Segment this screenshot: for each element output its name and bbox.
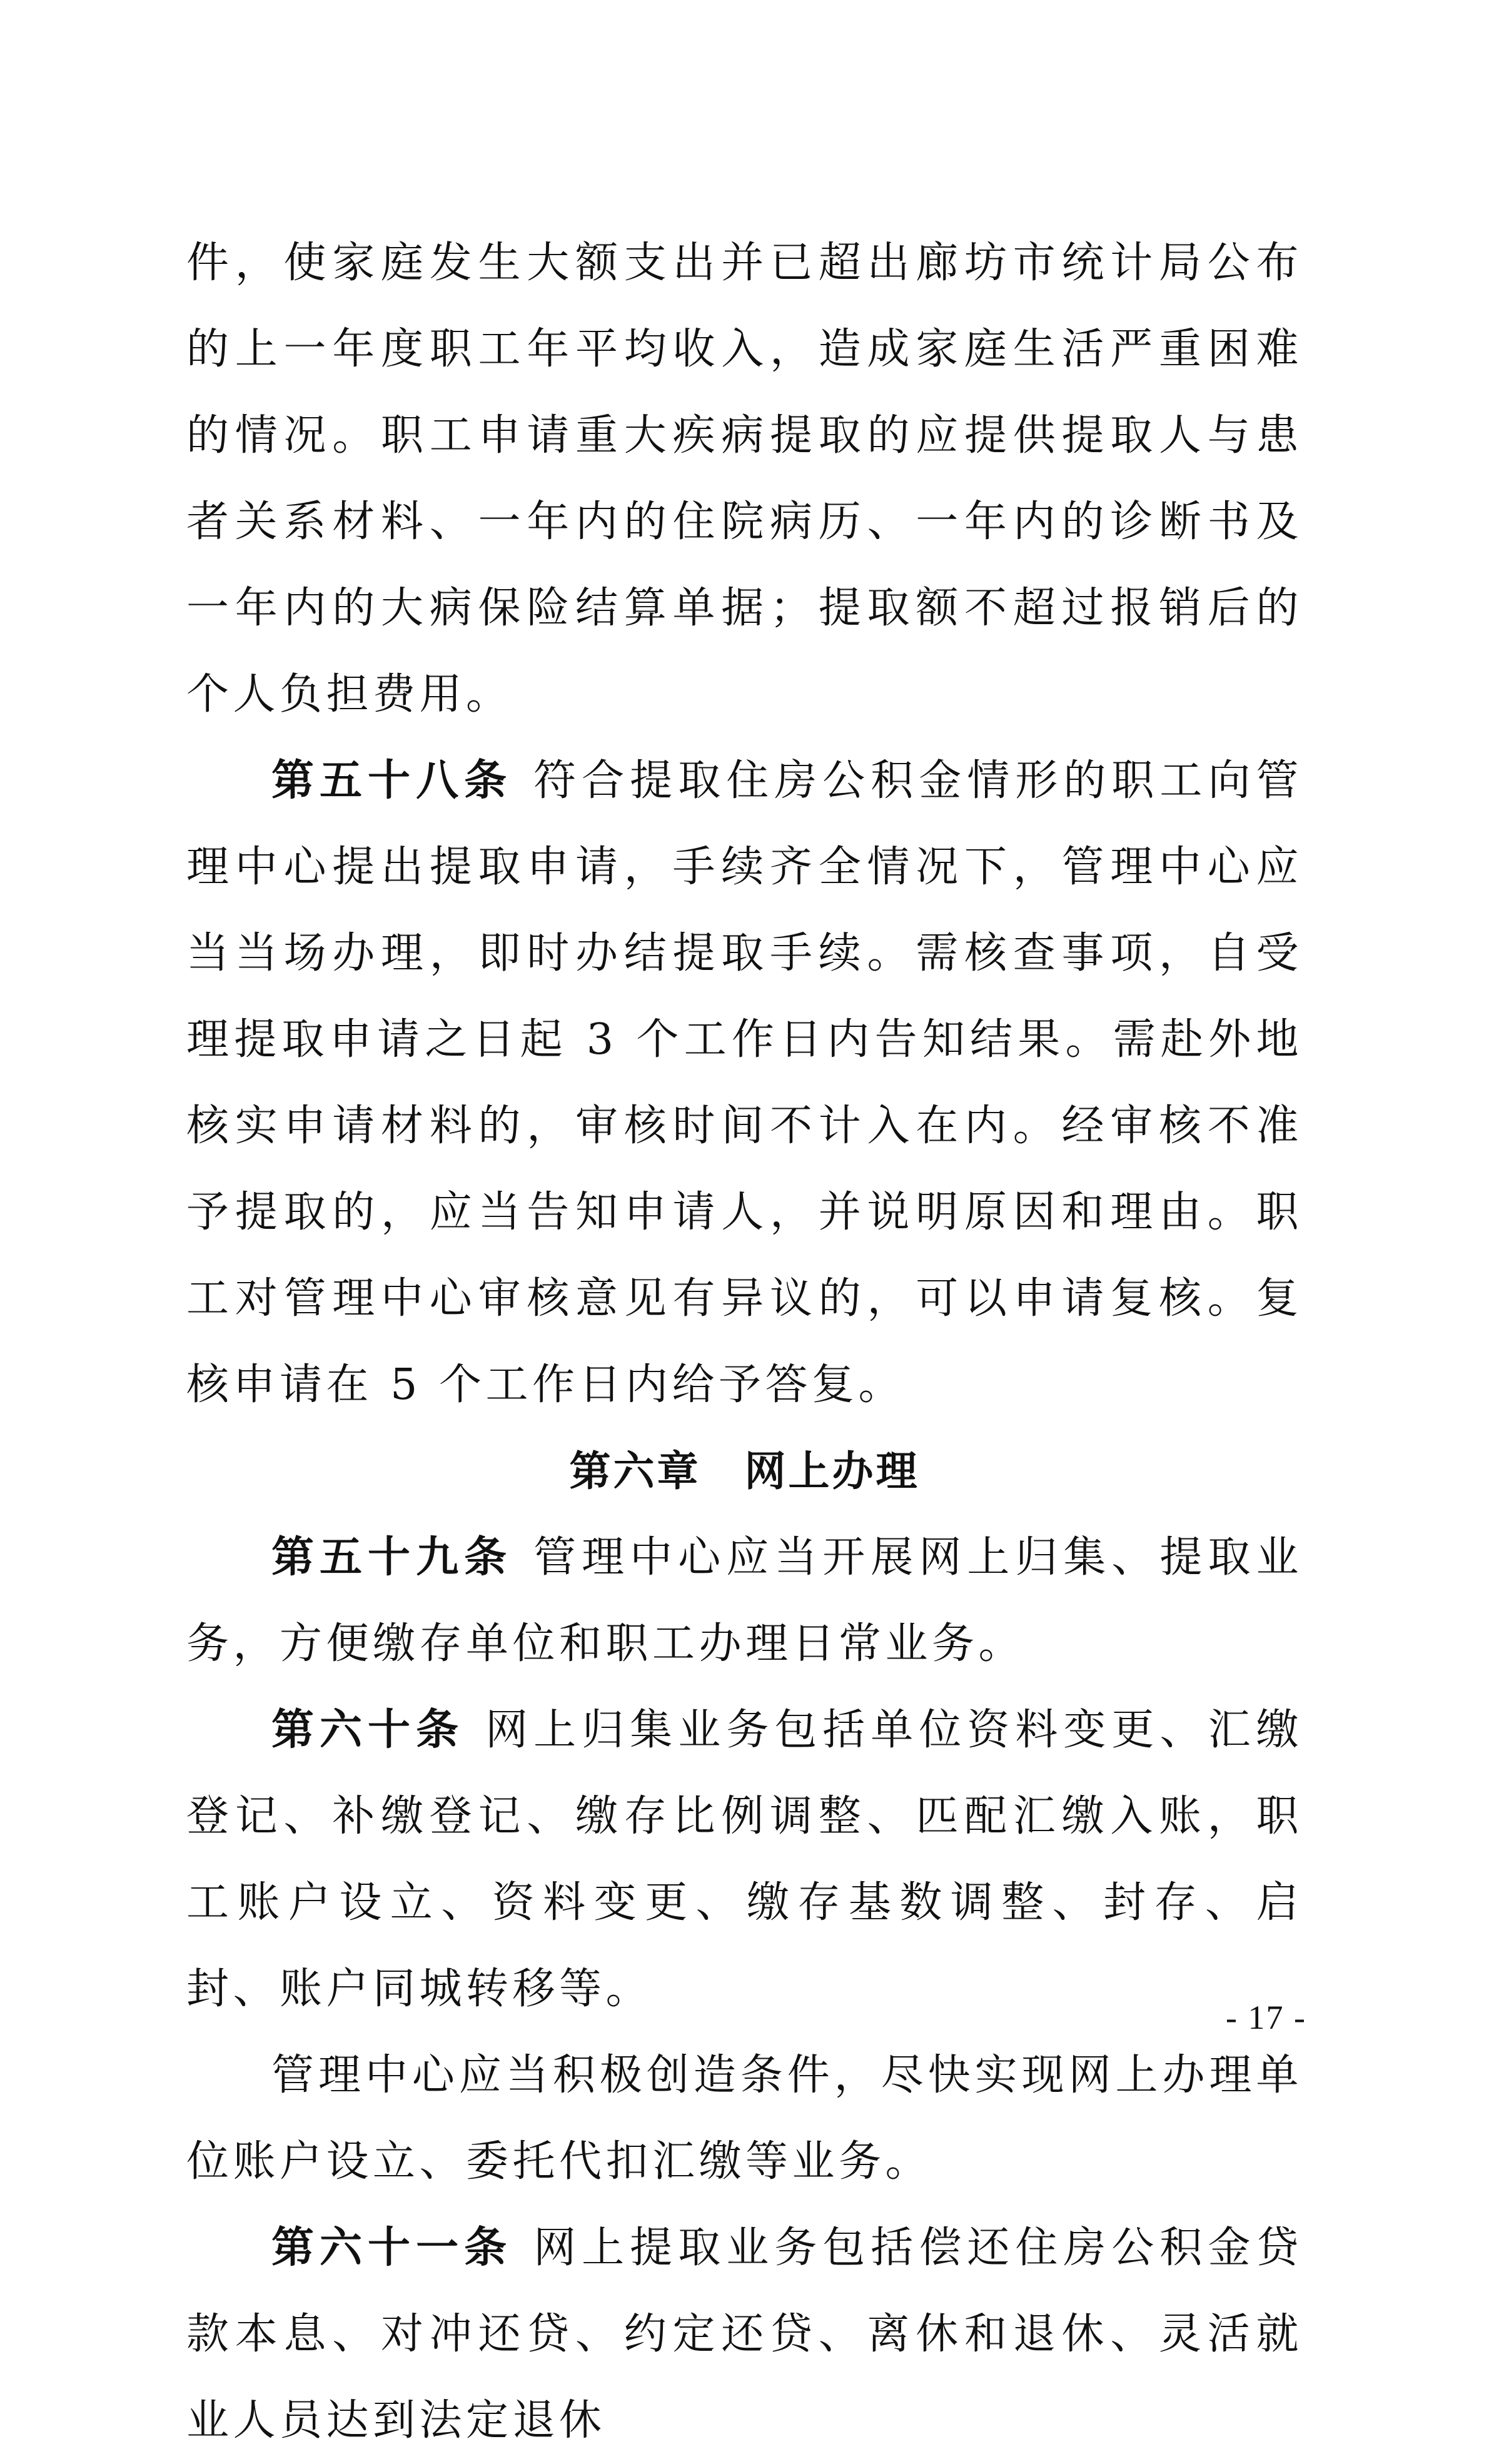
article-number: 第六十一条 [271, 2223, 513, 2273]
article-61 [186, 2205, 1303, 2464]
page-number: - 17 - [1226, 1999, 1306, 2036]
article-number: 第五十九条 [271, 1533, 513, 1582]
chapter-title: 第六章 网上办理 [569, 1447, 920, 1495]
article-text: 网上提取业务包括偿还住房公积金贷款本息、对冲还贷、约定还贷、离休和退休、灵活就业人员达到法定退休 [186, 2223, 1303, 2445]
document-body [186, 220, 1303, 2464]
article-text: 网上归集业务包括单位资料变更、汇缴登记、补缴登记、缴存比例调整、匹配汇缴入账，职工账户设立、资料变更、缴存基数调整、封存、启封、账户同城转移等。 [186, 1705, 1303, 2014]
article-59 [186, 1515, 1303, 1687]
article-60-paragraph-2 [186, 2032, 1303, 2205]
article-number: 第五十八条 [271, 756, 513, 805]
article-60 [186, 1687, 1303, 2032]
paragraph-text: 管理中心应当积极创造条件，尽快实现网上办理单位账户设立、委托代扣汇缴等业务。 [186, 2051, 1303, 2186]
article-text: 管理中心应当开展网上归集、提取业务，方便缴存单位和职工办理日常业务。 [186, 1533, 1303, 1669]
article-number: 第六十条 [271, 1705, 465, 1755]
article-text: 符合提取住房公积金情形的职工向管理中心提出提取申请，手续齐全情况下，管理中心应当当场办理，即时办结提取手续。需核查事项，自受理提取申请之日起 3 个工作日内告知结果。需赴外地核实申请材料的，审核时间不计入在内。经审核不准予提取的，应当告知申请人，并说明原因和理由。职工对管理中心审核意见有异议的，可以申请复核。复核申请在 5 个工作日内给予答复。 [186, 756, 1303, 1410]
paragraph-text: 件，使家庭发生大额支出并已超出廊坊市统计局公布的上一年度职工年平均收入，造成家庭生活严重困难的情况。职工申请重大疾病提取的应提供提取人与患者关系材料、一年内的住院病历、一年内的诊断书及一年内的大病保险结算单据；提取额不超过报销后的个人负担费用。 [186, 238, 1303, 719]
paragraph-continued [186, 220, 1303, 738]
article-58 [186, 738, 1303, 1428]
